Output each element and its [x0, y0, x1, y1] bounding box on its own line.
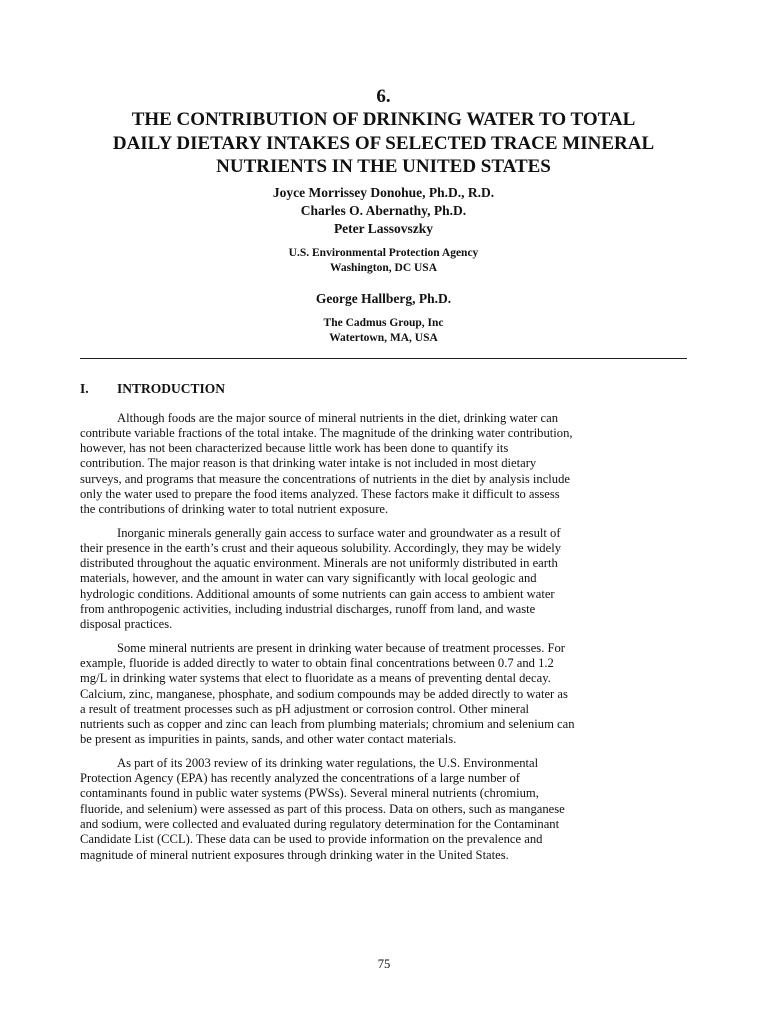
paragraph-line: Protection Agency (EPA) has recently analyzed the concentrations of a large number of — [80, 771, 520, 786]
header-divider — [80, 358, 687, 359]
section-number: I. — [80, 380, 89, 396]
section-title: INTRODUCTION — [117, 380, 226, 396]
paragraph-line: disposal practices. — [80, 617, 173, 632]
author-name: Joyce Morrissey Donohue, Ph.D., R.D. — [272, 184, 495, 200]
paragraph — [80, 411, 687, 518]
paragraph — [80, 641, 687, 748]
paragraph-line: materials, however, and the amount in water can vary significantly with local geologic and — [80, 571, 537, 586]
author-list — [80, 184, 687, 238]
paragraph-line: from anthropogenic activities, including industrial discharges, runoff from land, and waste — [80, 602, 536, 617]
affiliation-cadmus — [80, 316, 687, 346]
affiliation-line: Washington, DC USA — [329, 261, 438, 274]
paragraph-line: magnitude of mineral nutrient exposures through drinking water in the United States. — [80, 847, 509, 862]
paragraph-line: Inorganic minerals generally gain access to surface water and groundwater as a result of — [117, 525, 561, 540]
paragraph-line: contaminants found in public water systems (PWSs). Several mineral nutrients (chromium, — [80, 786, 539, 801]
page-body — [80, 86, 687, 863]
author-name: Peter Lassovszky — [333, 220, 434, 236]
paragraph-line: a result of treatment processes such as pH adjustment or corrosion control. Other mineral — [80, 701, 530, 716]
affiliation-line: U.S. Environmental Protection Agency — [288, 246, 479, 259]
paragraph-line: surveys, and programs that measure the concentrations of nutrients in the diet by analysis include — [80, 471, 570, 486]
author-name-second-group: George Hallberg, Ph.D. — [315, 290, 452, 306]
paragraph-line: contribute variable fractions of the total intake. The magnitude of the drinking water contribution, — [80, 425, 573, 440]
paragraph — [80, 756, 687, 863]
paragraph-line: Candidate List (CCL). These data can be used to provide information on the prevalence and — [80, 832, 543, 847]
affiliation-line: Watertown, MA, USA — [329, 331, 438, 344]
paragraph-line: As part of its 2003 review of its drinking water regulations, the U.S. Environmental — [117, 755, 539, 770]
paragraph-line: nutrients such as copper and zinc can leach from plumbing materials; chromium and selenium can — [80, 717, 575, 732]
chapter-number: 6. — [376, 86, 391, 107]
paragraph-line: contribution. The major reason is that drinking water intake is not included in most dietary — [80, 456, 537, 471]
paragraph-line: and sodium, were collected and evaluated during regulatory determination for the Contaminant — [80, 816, 560, 831]
author-name: Charles O. Abernathy, Ph.D. — [300, 202, 467, 218]
paragraph-line: Calcium, zinc, manganese, phosphate, and sodium compounds may be added directly to water as — [80, 686, 568, 701]
section-heading — [80, 381, 687, 399]
paragraph-line: Some mineral nutrients are present in drinking water because of treatment processes. For — [117, 640, 565, 655]
body-text — [80, 411, 687, 863]
paragraph-line: their presence in the earth’s crust and their aqueous solubility. Accordingly, they may be widely — [80, 540, 561, 555]
paragraph-line: hydrologic conditions. Additional amounts of some nutrients can gain access to ambient water — [80, 586, 555, 601]
paragraph-line: mg/L in drinking water systems that elect to fluoridate as a means of preventing dental decay. — [80, 671, 551, 686]
paragraph — [80, 526, 687, 633]
paragraph-line: however, has not been characterized because little work has been done to quantify its — [80, 441, 509, 456]
paragraph-line: only the water used to prepare the food items analyzed. These factors make it difficult to assess — [80, 486, 560, 501]
affiliation-line: The Cadmus Group, Inc — [323, 316, 444, 329]
paragraph-line: the contributions of drinking water to total nutrient exposure. — [80, 502, 389, 517]
paragraph-line: fluoride, and selenium) were assessed as part of this process. Data on others, such as manganese — [80, 801, 565, 816]
paragraph-line: example, fluoride is added directly to water to obtain final concentrations between 0.7 and 1.2 — [80, 655, 554, 670]
chapter-title — [84, 108, 684, 179]
paragraph-line: Although foods are the major source of mineral nutrients in the diet, drinking water can — [117, 410, 559, 425]
page-number: 75 — [377, 957, 391, 971]
title-line: DAILY DIETARY INTAKES OF SELECTED TRACE MINERAL — [112, 132, 655, 154]
title-line: THE CONTRIBUTION OF DRINKING WATER TO TOTAL — [131, 109, 636, 130]
affiliation-epa — [80, 246, 687, 276]
paragraph-line: distributed throughout the aquatic environment. Minerals are not uniformly distributed in earth — [80, 556, 558, 571]
paragraph-line: be present as impurities in paints, sands, and other water contact materials. — [80, 732, 457, 747]
title-line: NUTRIENTS IN THE UNITED STATES — [216, 156, 551, 177]
